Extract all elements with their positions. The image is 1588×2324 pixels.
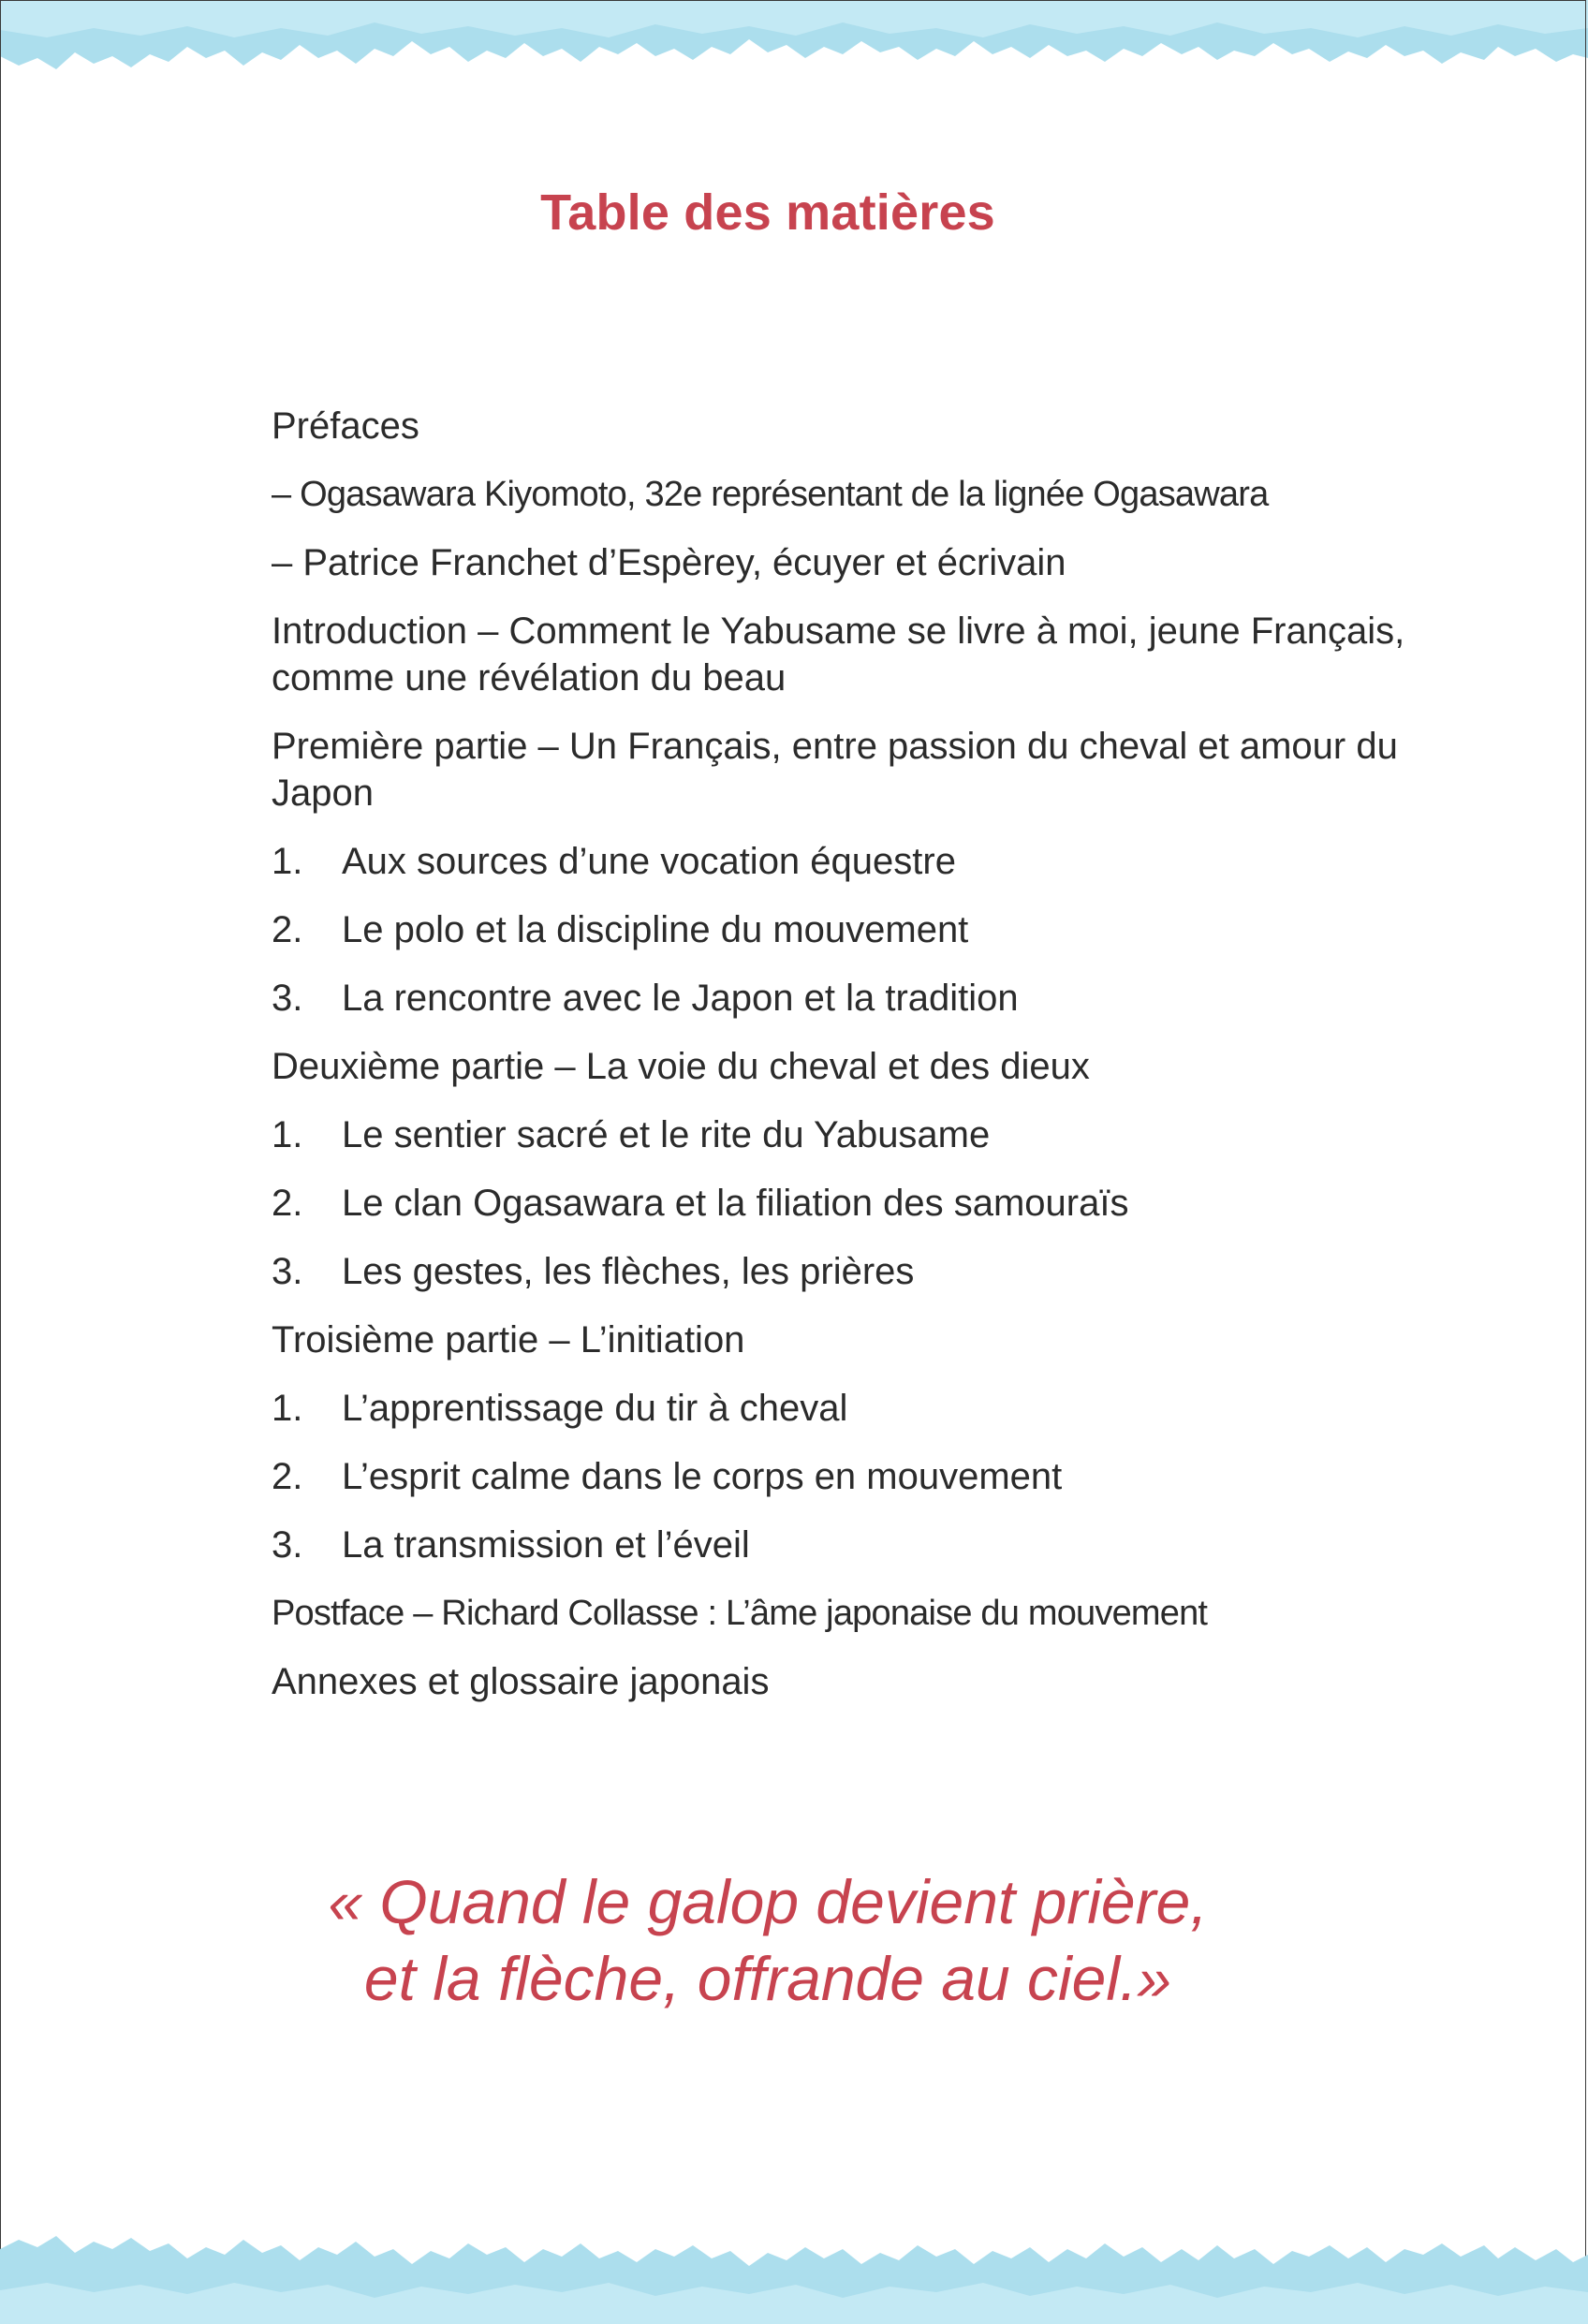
toc-chapter bbox=[272, 838, 1489, 885]
toc-part-1-title: Première partie – Un Français, entre passion du cheval et amour du Japon bbox=[272, 726, 1398, 814]
toc-part-2-title: Deuxième partie – La voie du cheval et des dieux bbox=[272, 1046, 1090, 1087]
chapter-number: 1. bbox=[272, 1388, 303, 1429]
toc-prefaces: Préfaces bbox=[272, 405, 419, 447]
toc-chapter bbox=[272, 1111, 1489, 1158]
toc-chapter bbox=[272, 1248, 1489, 1295]
chapter-number: 2. bbox=[272, 909, 303, 950]
toc-preface-1: – Ogasawara Kiyomoto, 32e représentant de la lignée Ogasawara bbox=[272, 475, 1269, 514]
quote-line-1: « Quand le galop devient prière, bbox=[328, 1867, 1208, 1936]
table-of-contents bbox=[272, 403, 1489, 1727]
toc-chapter bbox=[272, 1180, 1489, 1227]
chapter-number: 3. bbox=[272, 978, 303, 1019]
toc-chapter bbox=[272, 975, 1489, 1022]
chapter-number: 2. bbox=[272, 1183, 303, 1224]
toc-part-3-title: Troisième partie – L’initiation bbox=[272, 1319, 745, 1361]
chapter-number: 1. bbox=[272, 841, 303, 882]
chapter-title: Le clan Ogasawara et la filiation des samouraïs bbox=[342, 1183, 1129, 1224]
toc-preface-2: – Patrice Franchet d’Espèrey, écuyer et écrivain bbox=[272, 542, 1066, 583]
chapter-title: Le sentier sacré et le rite du Yabusame bbox=[342, 1114, 991, 1155]
chapter-title: L’esprit calme dans le corps en mouvement bbox=[342, 1456, 1063, 1497]
toc-chapter bbox=[272, 906, 1489, 953]
chapter-number: 3. bbox=[272, 1524, 303, 1566]
chapter-number: 3. bbox=[272, 1251, 303, 1292]
toc-postface: Postface – Richard Collasse : L’âme japonaise du mouvement bbox=[272, 1594, 1208, 1633]
chapter-title: Le polo et la discipline du mouvement bbox=[342, 909, 969, 950]
toc-introduction: Introduction – Comment le Yabusame se livre à moi, jeune Français, comme une révélation du beau bbox=[272, 610, 1405, 699]
chapter-title: Aux sources d’une vocation équestre bbox=[342, 841, 956, 882]
chapter-title: La rencontre avec le Japon et la tradition bbox=[342, 978, 1019, 1019]
toc-chapter bbox=[272, 1522, 1489, 1568]
toc-chapter bbox=[272, 1453, 1489, 1500]
page-title: Table des matières bbox=[540, 184, 995, 241]
top-watercolor-border bbox=[0, 0, 1588, 103]
chapter-title: La transmission et l’éveil bbox=[342, 1524, 750, 1566]
chapter-title: L’apprentissage du tir à cheval bbox=[342, 1388, 848, 1429]
chapter-number: 2. bbox=[272, 1456, 303, 1497]
bottom-watercolor-border bbox=[0, 2212, 1588, 2324]
chapter-number: 1. bbox=[272, 1114, 303, 1155]
chapter-title: Les gestes, les flèches, les prières bbox=[342, 1251, 915, 1292]
closing-quote bbox=[0, 1863, 1536, 2017]
toc-annexes: Annexes et glossaire japonais bbox=[272, 1661, 770, 1702]
toc-chapter bbox=[272, 1385, 1489, 1432]
quote-line-2: et la flèche, offrande au ciel.» bbox=[363, 1944, 1172, 2013]
